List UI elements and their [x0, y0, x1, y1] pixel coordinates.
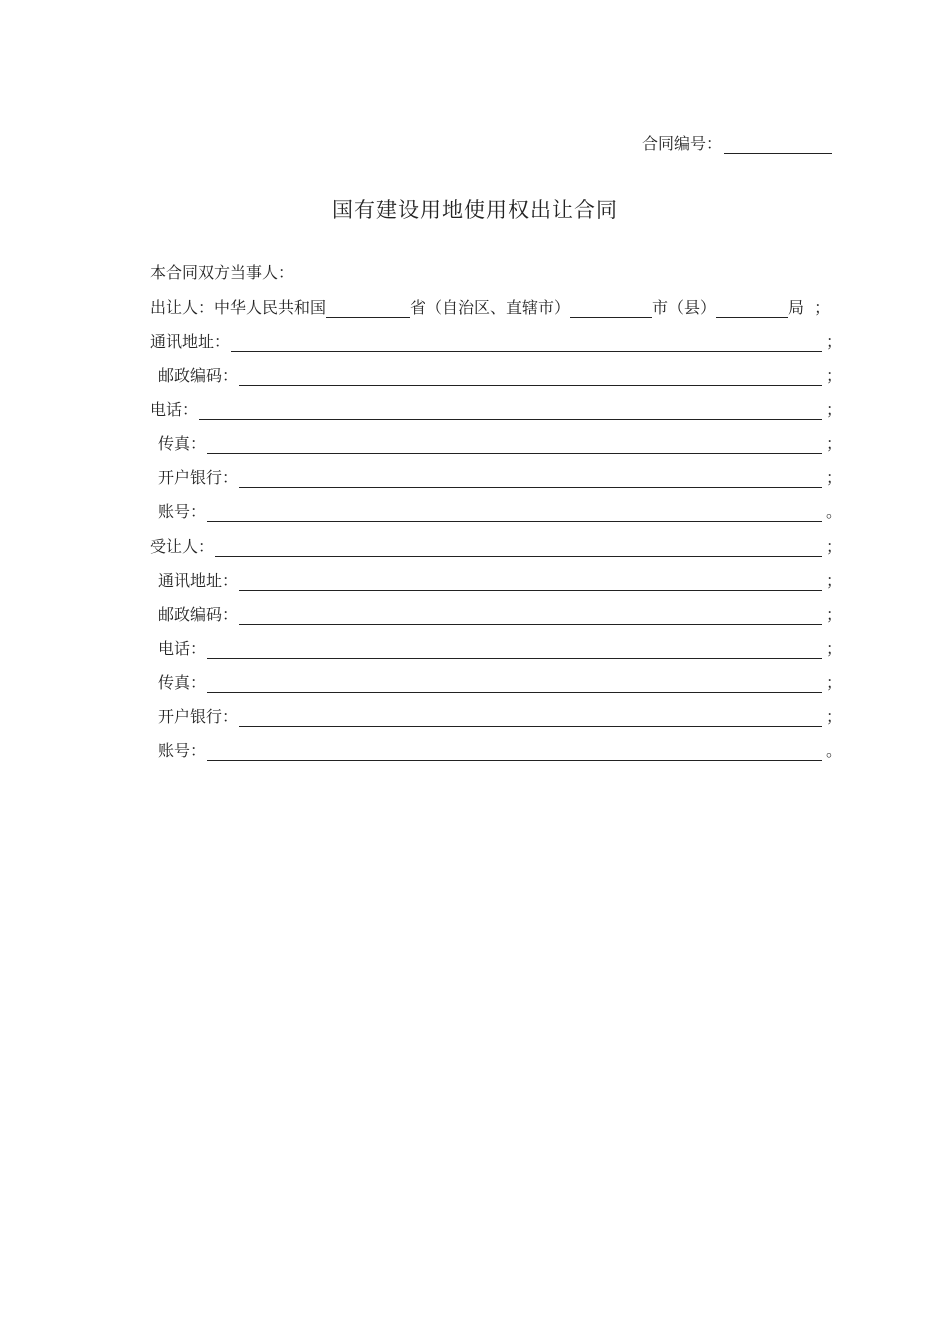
grantee-postcode-row: 邮政编码： ；	[158, 601, 836, 625]
grantee-bank-row: 开户银行： ；	[158, 703, 836, 727]
grantee-account-row: 账号： 。	[158, 737, 836, 761]
grantee-name-field[interactable]	[215, 538, 822, 557]
contract-number-field[interactable]	[724, 135, 832, 154]
grantee-address-row: 通讯地址： ；	[158, 567, 836, 591]
grantee-row: 受让人： ；	[150, 533, 836, 557]
grantee-fax-field[interactable]	[207, 674, 822, 693]
grantor-postcode-field[interactable]	[239, 367, 822, 386]
bureau-label: 局	[788, 298, 805, 317]
grantee-fax-row: 传真： ；	[158, 669, 836, 693]
field-label: 开户银行：	[158, 468, 239, 487]
grantor-phone-field[interactable]	[199, 401, 822, 420]
contract-number-label: 合同编号：	[642, 134, 723, 153]
grantee-phone-field[interactable]	[207, 640, 822, 659]
grantor-fax-row: 传真： ；	[158, 430, 836, 454]
field-label: 传真：	[158, 434, 207, 453]
grantor-bank-field[interactable]	[239, 469, 822, 488]
province-field[interactable]	[326, 299, 410, 318]
grantee-postcode-field[interactable]	[239, 606, 822, 625]
grantor-prefix: 出让人：中华人民共和国	[150, 298, 327, 317]
field-label: 通讯地址：	[158, 571, 239, 590]
grantor-address-field[interactable]	[231, 333, 822, 352]
grantor-phone-row: 电话： ；	[150, 396, 836, 420]
field-label: 账号：	[158, 741, 207, 760]
grantor-end: ；	[814, 298, 831, 317]
field-label: 开户银行：	[158, 707, 239, 726]
field-label: 电话：	[158, 639, 207, 658]
field-label: 通讯地址：	[150, 332, 231, 351]
grantee-phone-row: 电话： ；	[158, 635, 836, 659]
grantor-postcode-row: 邮政编码： ；	[158, 362, 836, 386]
grantor-fax-field[interactable]	[207, 435, 822, 454]
grantor-bank-row: 开户银行： ；	[158, 464, 836, 488]
field-label: 电话：	[150, 400, 199, 419]
grantor-account-row: 账号： 。	[158, 498, 836, 522]
city-field[interactable]	[570, 299, 652, 318]
grantee-bank-field[interactable]	[239, 708, 822, 727]
grantee-account-field[interactable]	[207, 742, 822, 761]
contract-number	[642, 132, 832, 154]
field-label: 传真：	[158, 673, 207, 692]
field-label: 邮政编码：	[158, 605, 239, 624]
grantee-address-field[interactable]	[239, 572, 822, 591]
field-label: 受让人：	[150, 537, 215, 556]
document-title: 国有建设用地使用权出让合同	[332, 198, 618, 222]
grantor-address-row: 通讯地址： ；	[150, 328, 836, 352]
grantor-line	[150, 294, 836, 318]
field-label: 邮政编码：	[158, 366, 239, 385]
city-label: 市（县）	[652, 298, 717, 317]
field-label: 账号：	[158, 502, 207, 521]
parties-intro: 本合同双方当事人：	[150, 263, 295, 282]
grantor-account-field[interactable]	[207, 503, 822, 522]
bureau-field[interactable]	[716, 299, 788, 318]
province-label: 省（自治区、直辖市）	[410, 298, 571, 317]
